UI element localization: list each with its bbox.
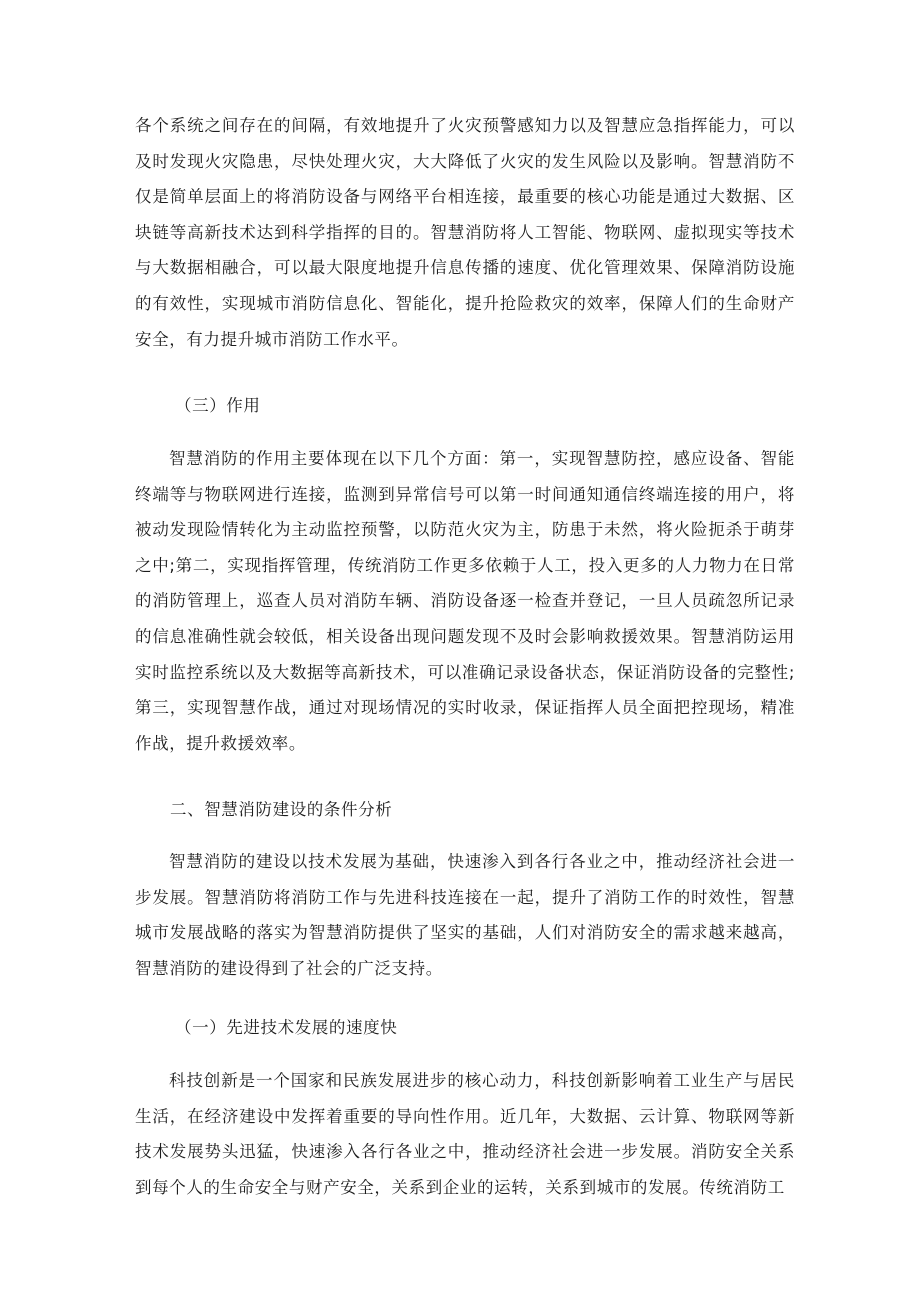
subheading-role: （三）作用: [175, 396, 261, 415]
subheading-tech-development: （一）先进技术发展的速度快: [175, 1018, 398, 1037]
section-heading-conditions: 二、智慧消防建设的条件分析: [170, 800, 393, 819]
body-paragraph-conditions: 智慧消防的建设以技术发展为基础，快速渗入到各行各业之中，推动经济社会进一步发展。智慧消防将消防工作与先进科技连接在一起，提升了消防工作的时效性，智慧城市发展战略的落实为智慧消防提供了坚实的基础，人们对消防安全的需求越来越高，智慧消防的建设得到了社会的广泛支持。: [135, 852, 795, 978]
body-paragraph-intro: 各个系统之间存在的间隔，有效地提升了火灾预警感知力以及智慧应急指挥能力，可以及时发现火灾隐患，尽快处理火灾，大大降低了火灾的发生风险以及影响。智慧消防不仅是简单层面上的将消防设备与网络平台相连接，最重要的核心功能是通过大数据、区块链等高新技术达到科学指挥的目的。智慧消防将人工智能、物联网、虚拟现实等技术与大数据相融合，可以最大限度地提升信息传播的速度、优化管理效果、保障消防设施的有效性，实现城市消防信息化、智能化，提升抢险救灾的效率，保障人们的生命财产安全，有力提升城市消防工作水平。: [135, 116, 795, 349]
body-paragraph-tech: 科技创新是一个国家和民族发展进步的核心动力，科技创新影响着工业生产与居民生活，在经济建设中发挥着重要的导向性作用。近几年，大数据、云计算、物联网等新技术发展势头迅猛，快速渗入各行各业之中，推动经济社会进一步发展。消防安全关系到每个人的生命安全与财产安全，关系到企业的运转，关系到城市的发展。传统消防工: [135, 1071, 795, 1197]
body-paragraph-role: 智慧消防的作用主要体现在以下几个方面：第一，实现智慧防控，感应设备、智能终端等与物联网进行连接，监测到异常信号可以第一时间通知通信终端连接的用户，将被动发现险情转化为主动监控预警，以防范火灾为主，防患于未然，将火险扼杀于萌芽之中;第二，实现指挥管理，传统消防工作更多依赖于人工，投入更多的人力物力在日常的消防管理上，巡查人员对消防车辆、消防设备逐一检查并登记，一旦人员疏忽所记录的信息准确性就会较低，相关设备出现问题发现不及时会影响救援效果。智慧消防运用实时监控系统以及大数据等高新技术，可以准确记录设备状态，保证消防设备的完整性;第三，实现智慧作战，通过对现场情况的实时收录，保证指挥人员全面把控现场，精准作战，提升救援效率。: [135, 449, 795, 753]
